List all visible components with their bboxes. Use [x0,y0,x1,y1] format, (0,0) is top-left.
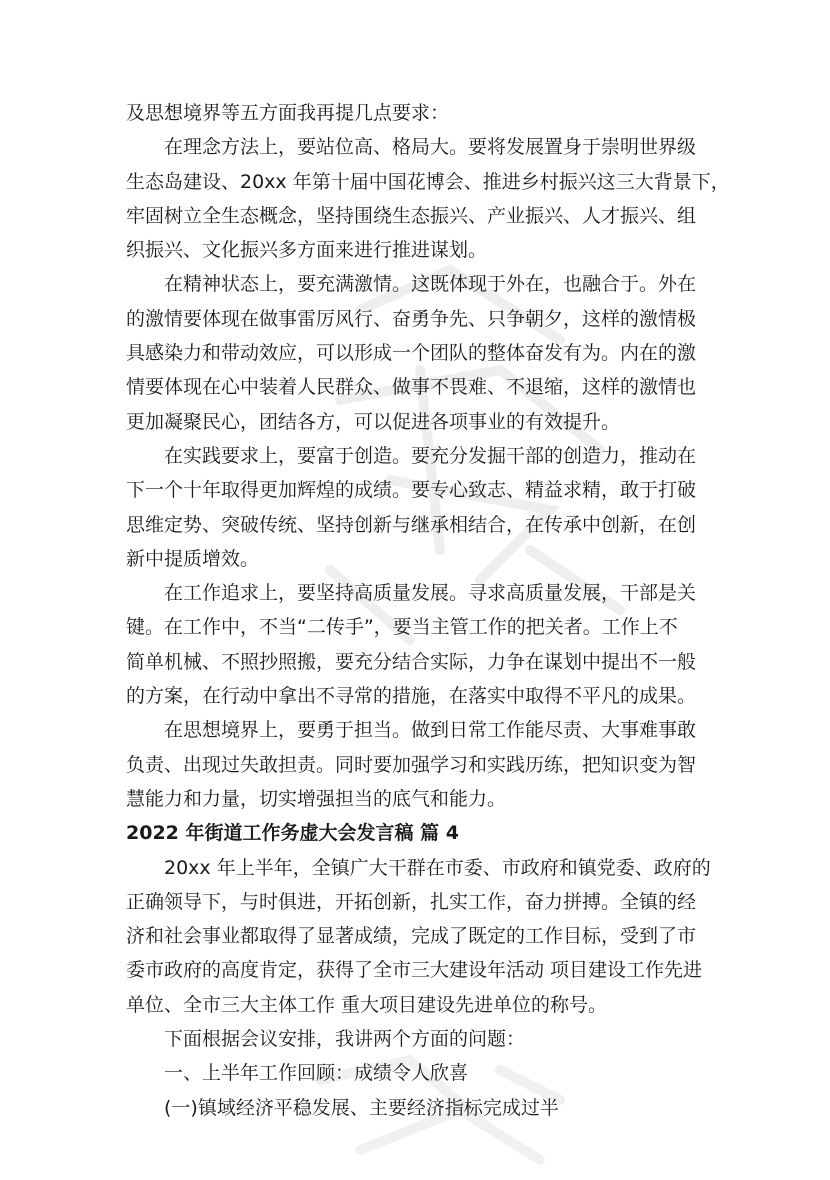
text-line: 在理念方法上，要站位高、格局大。要将发展置身于崇明世界级 [164,136,697,159]
text-line: 下一个十年取得更加辉煌的成绩。要专心致志、精益求精，敢于打破 [126,479,697,502]
text-line: 单位、全市三大主体工作 重大项目建设先进单位的称号。 [126,993,608,1016]
text-line: 在工作追求上，要坚持高质量发展。寻求高质量发展，干部是关 [164,582,697,605]
text-line: 思维定势、突破传统、坚持创新与继承相结合，在传承中创新，在创 [126,513,697,536]
text-line: 委市政府的高度肯定，获得了全市三大建设年活动 项目建设工作先进 [126,959,703,982]
text-line: 织振兴、文化振兴多方面来进行推进谋划。 [126,239,488,262]
text-line: 简单机械、不照抄照搬，要充分结合实际，力争在谋划中提出不一般 [126,650,697,673]
text-line: 牢固树立全生态概念，坚持围绕生态振兴、产业振兴、人才振兴、组 [126,204,697,227]
text-line: 在思想境界上，要勇于担当。做到日常工作能尽责、大事难事敢 [164,719,697,742]
text-line: 下面根据会议安排，我讲两个方面的问题： [164,1028,526,1051]
document-body [126,96,730,1125]
text-line: 新中提质增效。 [126,547,260,570]
text-line: 负责、出现过失敢担责。同时要加强学习和实践历练，把知识变为智 [126,753,697,776]
section-heading: 2022 年街道工作务虚大会发言稿 篇 4 [126,822,459,845]
text-line: 一、上半年工作回顾：成绩令人欣喜 [164,1062,469,1085]
text-line: 济和社会事业都取得了显著成绩，完成了既定的工作目标，受到了市 [126,925,697,948]
text-line: 在实践要求上，要富于创造。要充分发掘干部的创造力，推动在 [164,444,697,467]
text-line: 的激情要体现在做事雷厉风行、奋勇争先、只争朝夕，这样的激情极 [126,307,697,330]
text-line: 具感染力和带动效应，可以形成一个团队的整体奋发有为。内在的激 [126,342,697,365]
text-line: 及思想境界等五方面我再提几点要求： [126,102,450,124]
text-line: 的方案，在行动中拿出不寻常的措施，在落实中取得不平凡的成果。 [126,685,697,708]
text-line: 20xx 年上半年，全镇广大干群在市委、市政府和镇党委、政府的 [164,856,711,879]
text-line: 在精神状态上，要充满激情。这既体现于外在，也融合于。外在 [164,273,697,296]
text-line: 正确领导下，与时俱进，开拓创新，扎实工作，奋力拼搏。全镇的经 [126,890,697,913]
text-line: (一)镇域经济平稳发展、主要经济指标完成过半 [164,1096,559,1119]
text-line: 更加凝聚民心，团结各方，可以促进各项事业的有效提升。 [126,410,621,433]
text-line: 生态岛建设、20xx 年第十届中国花博会、推进乡村振兴这三大背景下， [126,170,730,193]
text-line: 情要体现在心中装着人民群众、做事不畏难、不退缩，这样的激情也 [126,376,697,399]
text-line: 键。在工作中，不当“二传手”，要当主管工作的把关者。工作上不 [126,616,678,639]
text-line: 慧能力和力量，切实增强担当的底气和能力。 [126,787,507,810]
